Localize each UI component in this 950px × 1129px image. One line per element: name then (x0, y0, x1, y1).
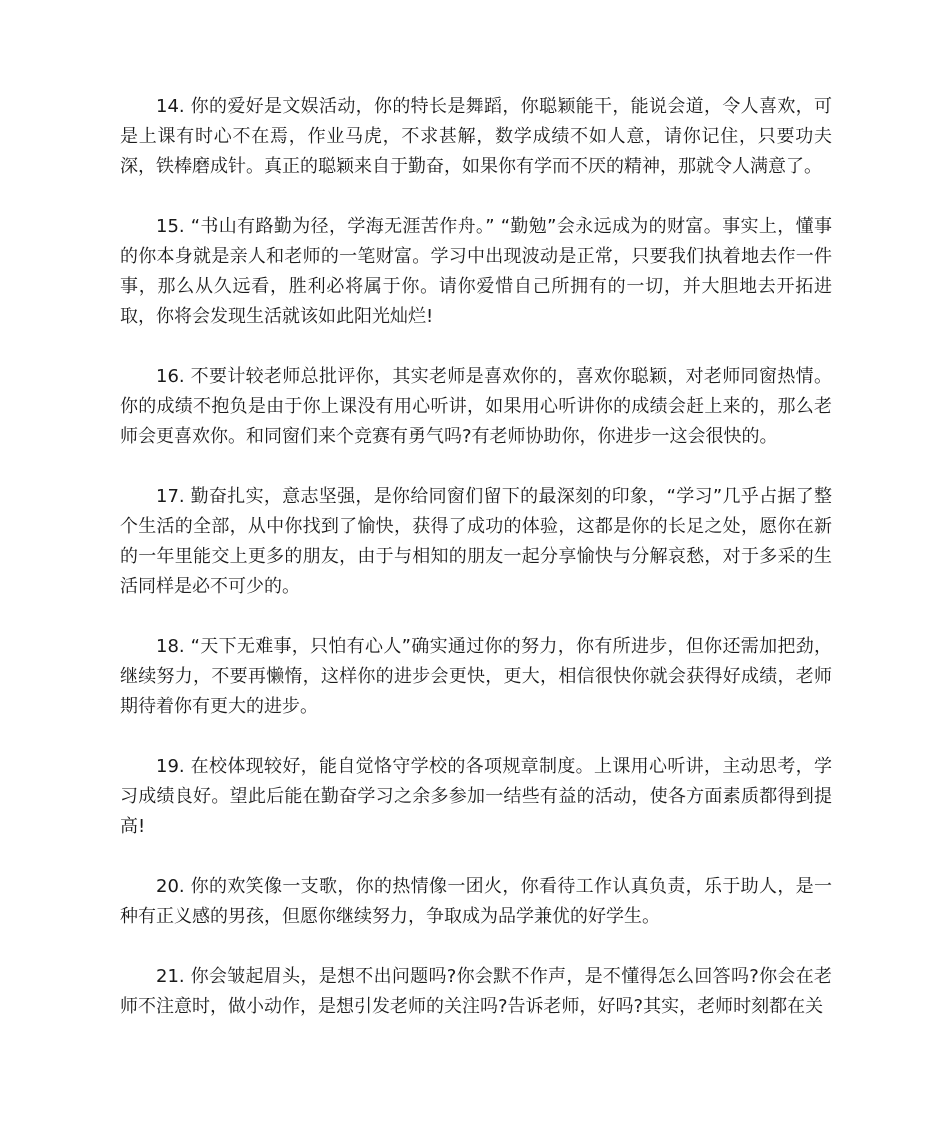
paragraph-21: 21. 你会皱起眉头，是想不出问题吗?你会默不作声，是不懂得怎么回答吗?你会在老师不注意时，做小动作，是想引发老师的关注吗?告诉老师，好吗?其实，老师时刻都在关 (120, 966, 832, 1017)
paragraph-14: 14. 你的爱好是文娱活动，你的特长是舞蹈，你聪颖能干，能说会道，令人喜欢，可是上课有时心不在焉，作业马虎，不求甚解，数学成绩不如人意，请你记住，只要功夫深，铁棒磨成针。真正的聪颖来自于勤奋，如果你有学而不厌的精神，那就令人满意了。 (120, 96, 832, 177)
paragraph-20: 20. 你的欢笑像一支歌，你的热情像一团火，你看待工作认真负责，乐于助人，是一种有正义感的男孩，但愿你继续努力，争取成为品学兼优的好学生。 (120, 876, 832, 927)
paragraph-18: 18. “天下无难事，只怕有心人”确实通过你的努力，你有所进步，但你还需加把劲，继续努力，不要再懒惰，这样你的进步会更快，更大，相信很快你就会获得好成绩，老师期待着你有更大的进步。 (120, 636, 832, 717)
paragraph-16: 16. 不要计较老师总批评你，其实老师是喜欢你的，喜欢你聪颖，对老师同窗热情。你的成绩不抱负是由于你上课没有用心听讲，如果用心听讲你的成绩会赶上来的，那么老师会更喜欢你。和同窗们来个竞赛有勇气吗?有老师协助你，你进步一这会很快的。 (120, 366, 832, 447)
paragraph-19: 19. 在校体现较好，能自觉恪守学校的各项规章制度。上课用心听讲，主动思考，学习成绩良好。望此后能在勤奋学习之余多参加一结些有益的活动，使各方面素质都得到提高! (120, 756, 832, 837)
document-page (120, 92, 832, 1022)
paragraph-15: 15. “书山有路勤为径，学海无涯苦作舟。” “勤勉”会永远成为的财富。事实上，懂事的你本身就是亲人和老师的一笔财富。学习中出现波动是正常，只要我们执着地去作一件事，那么从久远看，胜利必将属于你。请你爱惜自己所拥有的一切，并大胆地去开拓进取，你将会发现生活就该如此阳光灿烂! (120, 216, 832, 327)
paragraph-17: 17. 勤奋扎实，意志坚强，是你给同窗们留下的最深刻的印象，“学习”几乎占据了整个生活的全部，从中你找到了愉快，获得了成功的体验，这都是你的长足之处，愿你在新的一年里能交上更多的朋友，由于与相知的朋友一起分享愉快与分解哀愁，对于多采的生活同样是必不可少的。 (120, 486, 832, 597)
